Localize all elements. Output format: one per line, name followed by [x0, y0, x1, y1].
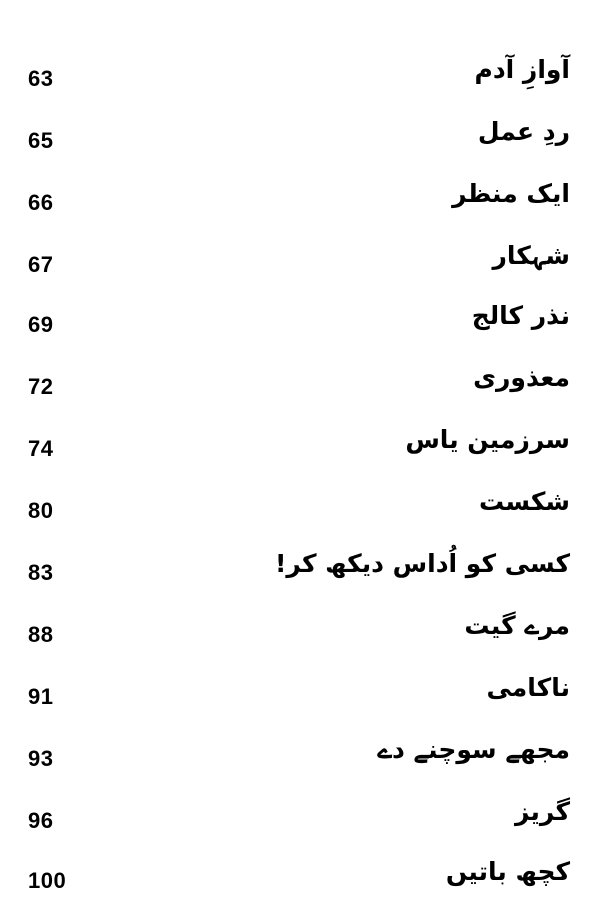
toc-entry-title: ایک منظر	[452, 179, 570, 208]
toc-page-number: 91	[28, 684, 54, 709]
toc-row	[0, 664, 600, 726]
toc-entry-title: شکست	[478, 487, 570, 516]
toc-row	[0, 108, 600, 170]
toc-page-number: 66	[28, 190, 54, 215]
toc-page-number: 100	[28, 868, 67, 893]
toc-page-number: 63	[28, 66, 54, 91]
toc-page-number: 80	[28, 498, 54, 523]
toc-page-number: 69	[28, 312, 54, 337]
toc-entry-title: معذوری	[473, 363, 570, 392]
toc-row	[0, 726, 600, 788]
toc-row	[0, 540, 600, 602]
toc-row	[0, 848, 600, 910]
toc-page-number: 83	[28, 560, 54, 585]
toc-entry-title: کسی کو اُداس دیکھ کر!	[274, 549, 570, 578]
toc-row	[0, 46, 600, 108]
toc-page-number: 72	[28, 374, 54, 399]
toc-entry-title: ناکامی	[486, 673, 570, 702]
toc-row	[0, 170, 600, 232]
toc-page-number: 74	[28, 436, 54, 461]
toc-entry-title: آوازِ آدم	[474, 55, 570, 84]
toc-entry-title: مرے گیت	[464, 611, 570, 640]
toc-page-number: 96	[28, 808, 54, 833]
toc-page-number: 88	[28, 622, 54, 647]
toc-row	[0, 416, 600, 478]
toc-row	[0, 788, 600, 850]
toc-row	[0, 354, 600, 416]
toc-entry-title: نذر کالج	[471, 301, 570, 330]
toc-entry-title: مجھے سوچنے دے	[377, 735, 570, 764]
toc-page-number: 67	[28, 252, 54, 277]
toc-row	[0, 478, 600, 540]
toc-page-number: 65	[28, 128, 54, 153]
toc-entry-title: شہکار	[492, 241, 570, 270]
toc-entry-title: سرزمین یاس	[405, 425, 570, 454]
toc-entry-title: کچھ باتیں	[445, 857, 570, 886]
toc-row	[0, 602, 600, 664]
toc-row	[0, 232, 600, 294]
toc-entry-title: ردِ عمل	[477, 117, 570, 146]
toc-row	[0, 292, 600, 354]
toc-page-number: 93	[28, 746, 54, 771]
toc-entry-title: گریز	[514, 797, 570, 826]
